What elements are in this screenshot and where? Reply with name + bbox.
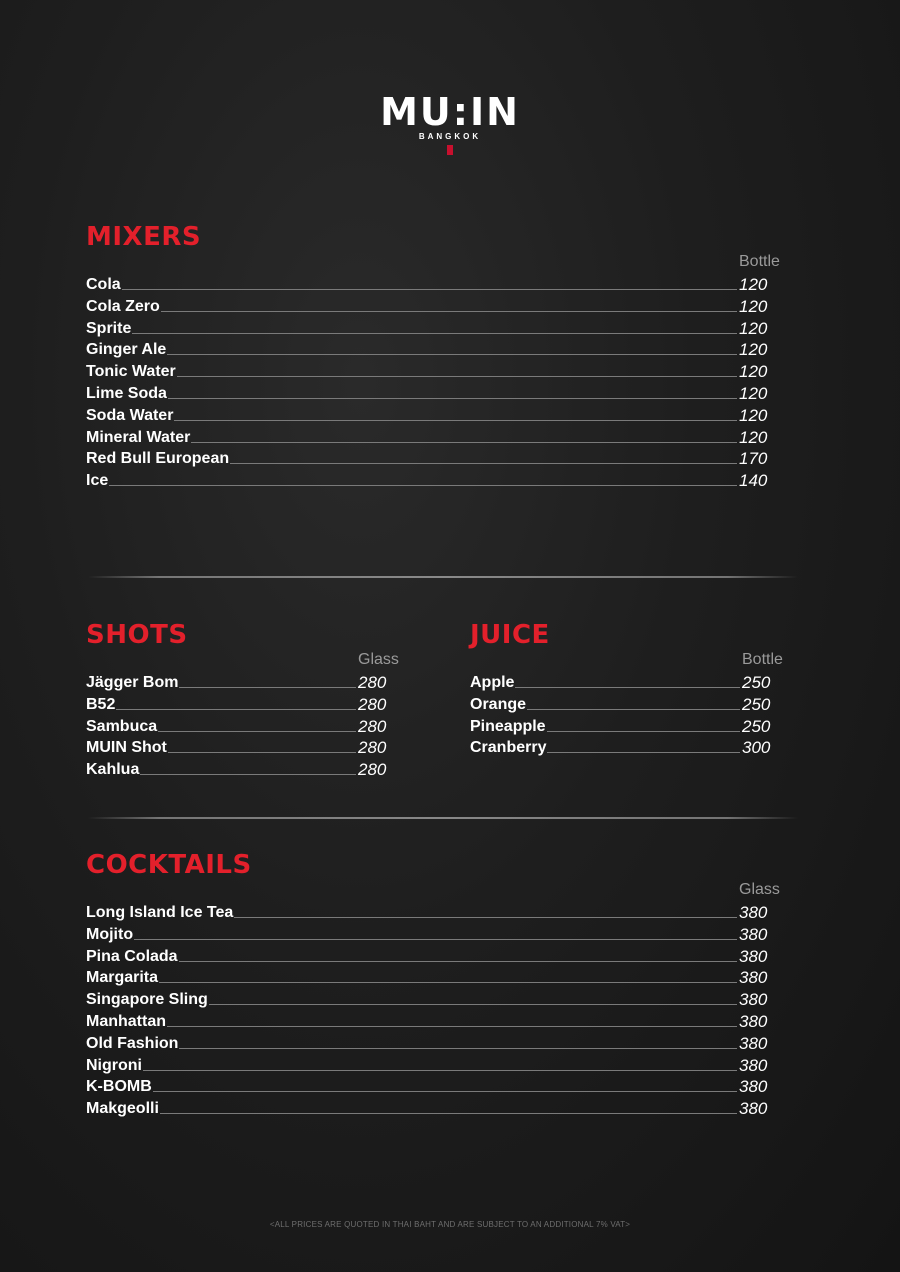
menu-item-price: 280 [358, 738, 387, 758]
menu-item [86, 944, 789, 966]
menu-item-name: Manhattan [86, 1013, 166, 1030]
menu-item [86, 403, 789, 425]
dotted-leader [174, 420, 737, 421]
menu-item [86, 1096, 789, 1118]
menu-item-name: Mojito [86, 925, 134, 943]
menu-item [86, 272, 789, 294]
menu-item-name: Nigroni [86, 1056, 142, 1074]
menu-item-name: Margarita [86, 969, 159, 987]
menu-item [86, 735, 408, 757]
dotted-leader [191, 442, 737, 443]
dotted-leader [547, 731, 740, 732]
dotted-leader [179, 961, 737, 962]
menu-item [470, 714, 792, 736]
menu-item-price: 120 [739, 384, 768, 403]
menu-item-price: 120 [739, 362, 768, 382]
menu-item [86, 1074, 789, 1096]
dotted-leader [167, 354, 737, 355]
menu-item [86, 381, 789, 403]
brand-logo [0, 92, 900, 160]
logo-subtitle: BANGKOK [418, 132, 482, 141]
dotted-leader [167, 1026, 737, 1027]
menu-item-price: 120 [739, 275, 768, 294]
menu-item [86, 316, 789, 338]
menu-item-price: 380 [739, 990, 768, 1010]
menu-item-name: Sambuca [86, 717, 158, 735]
menu-item [86, 900, 789, 922]
dotted-leader [179, 687, 356, 688]
menu-item [86, 1031, 789, 1053]
dotted-leader [515, 687, 740, 688]
menu-item [86, 468, 789, 490]
menu-item-price: 380 [739, 924, 768, 944]
menu-item-price: 120 [739, 318, 768, 338]
menu-item-name: Apple [470, 674, 515, 691]
dotted-leader [159, 982, 737, 983]
menu-item [470, 735, 792, 757]
dotted-leader [134, 939, 737, 940]
menu-item-price: 120 [739, 405, 768, 425]
menu-item-name: Makgeolli [86, 1100, 159, 1118]
menu-item-name: Pineapple [470, 717, 546, 735]
dotted-leader [160, 1113, 737, 1114]
menu-item-name: Singapore Sling [86, 991, 208, 1009]
column-header-juice: Bottle [742, 651, 783, 668]
menu-item [86, 1053, 789, 1075]
menu-item-name: Orange [470, 695, 527, 713]
section-divider [88, 817, 798, 819]
dotted-leader [177, 376, 737, 377]
section-divider [88, 576, 798, 578]
menu-item-price: 120 [739, 296, 768, 316]
menu-item-price: 380 [739, 1055, 768, 1075]
menu-item [86, 692, 408, 714]
menu-item [470, 692, 792, 714]
dotted-leader [143, 1070, 737, 1071]
menu-item [86, 757, 408, 779]
menu-item-price: 140 [739, 471, 768, 491]
menu-item [86, 446, 789, 468]
menu-item-price: 250 [742, 716, 771, 736]
dotted-leader [547, 752, 740, 753]
menu-item-name: MUIN Shot [86, 739, 167, 757]
menu-item-price: 380 [739, 1033, 768, 1053]
menu-item-price: 280 [358, 760, 387, 780]
menu-item [86, 670, 408, 692]
menu-item-name: Old Fashion [86, 1034, 179, 1052]
menu-item-name: B52 [86, 695, 116, 713]
menu-item-name: K-BOMB [86, 1078, 152, 1096]
column-header-mixers: Bottle [739, 253, 780, 270]
menu-item [86, 965, 789, 987]
column-header-cocktails: Glass [739, 881, 780, 898]
menu-item-price: 120 [739, 427, 768, 447]
dotted-leader [209, 1004, 737, 1005]
menu-item-name: Tonic Water [86, 363, 176, 381]
logo-wordmark: MU:IN [380, 90, 520, 134]
section-title-juice: JUICE [470, 620, 550, 650]
menu-item-price: 380 [739, 903, 768, 922]
menu-item-price: 170 [739, 449, 768, 469]
menu-item [86, 337, 789, 359]
menu-item-name: Red Bull European [86, 450, 230, 468]
dotted-leader [168, 752, 356, 753]
menu-item-price: 280 [358, 673, 387, 692]
dotted-leader [116, 709, 356, 710]
menu-item-name: Lime Soda [86, 385, 167, 402]
dotted-leader [179, 1048, 737, 1049]
menu-item-price: 250 [742, 673, 771, 692]
menu-item-name: Cranberry [470, 739, 547, 757]
section-title-mixers: MIXERS [86, 222, 202, 252]
section-title-cocktails: COCKTAILS [86, 850, 252, 880]
dotted-leader [527, 709, 740, 710]
menu-item [86, 425, 789, 447]
menu-item [86, 294, 789, 316]
dotted-leader [230, 463, 737, 464]
menu-item-price: 300 [742, 738, 771, 758]
dotted-leader [122, 289, 737, 290]
menu-item-price: 380 [739, 968, 768, 988]
menu-item [86, 987, 789, 1009]
menu-item [86, 922, 789, 944]
menu-item-name: Long Island Ice Tea [86, 904, 234, 921]
section-title-shots: SHOTS [86, 620, 188, 650]
dotted-leader [161, 311, 737, 312]
menu-item [470, 670, 792, 692]
menu-item-name: Ginger Ale [86, 341, 167, 359]
logo-red-mark [447, 145, 453, 155]
menu-item-name: Ice [86, 472, 109, 490]
menu-item [86, 714, 408, 736]
dotted-leader [234, 917, 737, 918]
menu-item-name: Sprite [86, 319, 132, 337]
menu-item-price: 380 [739, 946, 768, 966]
menu-item [86, 1009, 789, 1031]
dotted-leader [109, 485, 737, 486]
menu-item-name: Jägger Bom [86, 674, 179, 691]
menu-item-price: 280 [358, 694, 387, 714]
menu-item-name: Mineral Water [86, 428, 191, 446]
menu-item-name: Kahlua [86, 761, 140, 779]
dotted-leader [158, 731, 356, 732]
menu-item-name: Cola [86, 276, 121, 293]
menu-item-price: 280 [358, 716, 387, 736]
dotted-leader [153, 1091, 737, 1092]
dotted-leader [140, 774, 356, 775]
menu-item-price: 250 [742, 694, 771, 714]
menu-item-name: Soda Water [86, 406, 174, 424]
menu-item-name: Pina Colada [86, 947, 178, 965]
menu-item-name: Cola Zero [86, 297, 160, 315]
dotted-leader [168, 398, 737, 399]
price-disclaimer: <ALL PRICES ARE QUOTED IN THAI BAHT AND ARE SUBJECT TO AN ADDITIONAL 7% VAT> [269, 1220, 631, 1229]
menu-item-price: 120 [739, 340, 768, 360]
menu-item [86, 359, 789, 381]
menu-item-price: 380 [739, 1099, 768, 1119]
column-header-shots: Glass [358, 651, 399, 668]
dotted-leader [132, 333, 737, 334]
menu-item-price: 380 [739, 1012, 768, 1031]
menu-item-price: 380 [739, 1077, 768, 1097]
